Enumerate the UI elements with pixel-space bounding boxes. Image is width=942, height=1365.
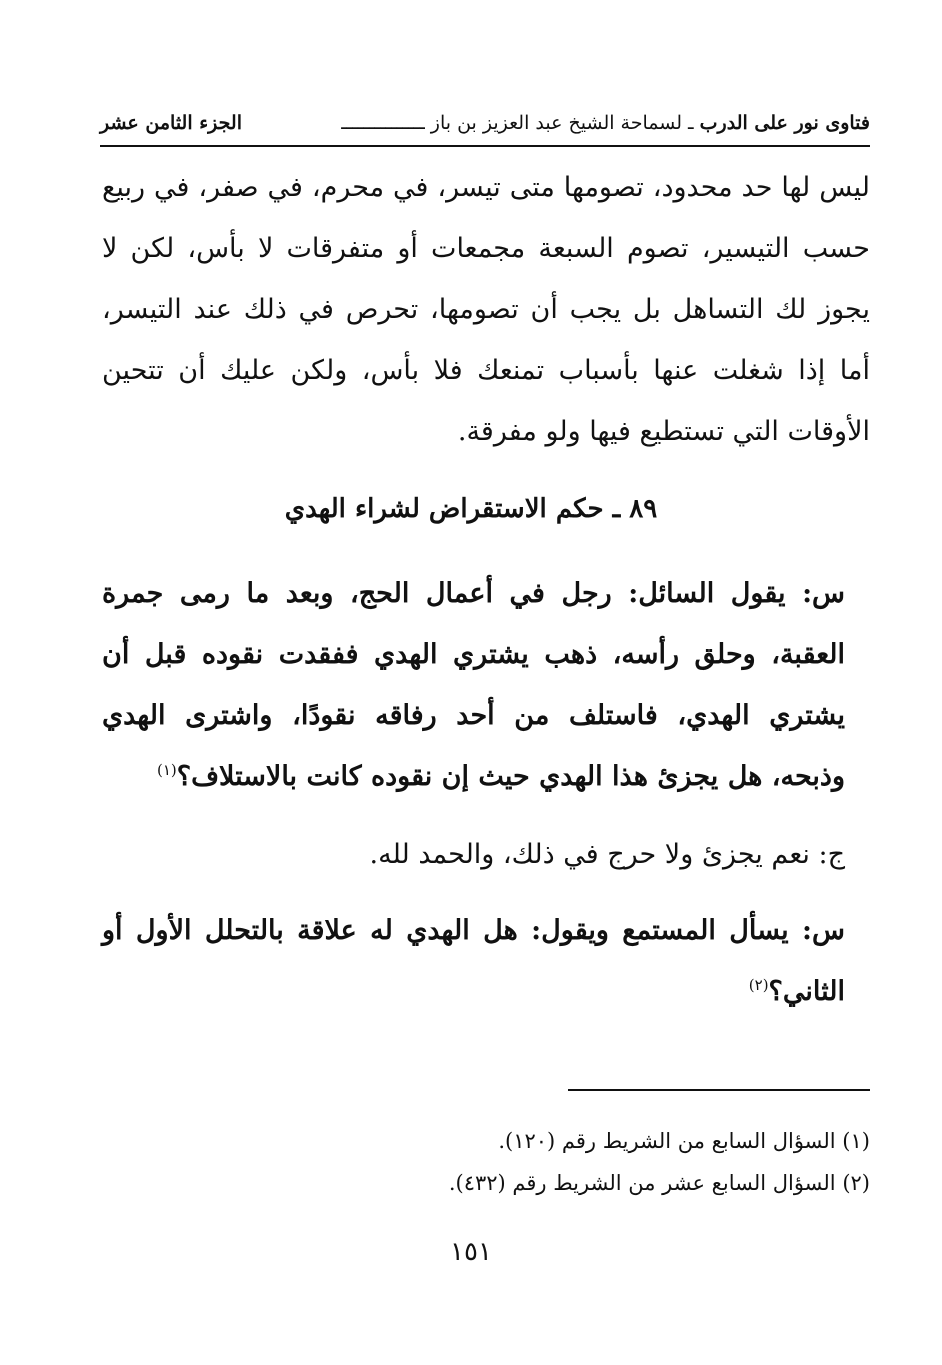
footnotes <box>300 1120 870 1204</box>
footnote-rule <box>568 1089 870 1091</box>
page-number: ١٥١ <box>450 1237 492 1267</box>
answer-1: ج: نعم يجزئ ولا حرج في ذلك، والحمد لله. <box>369 839 845 870</box>
volume-label: الجزء الثامن عشر <box>100 112 242 134</box>
question-1-text: س: يقول السائل: رجل في أعمال الحج، وبعد ما رمى جمرة العقبة، وحلق رأسه، ذهب يشتري الهدي ففقدت نقوده قبل أن يشتري الهدي، فاستلف من أحد رفاقه نقودًا، واشترى الهدي وذبحه، هل يجزئ هذا الهدي حيث إن نقوده كانت بالاستلاف؟ <box>102 578 845 792</box>
section-heading: ٨٩ ـ حكم الاستقراض لشراء الهدي <box>284 494 658 524</box>
footnote-ref-2: (٢) <box>748 976 769 994</box>
book-author: ـ لسماحة الشيخ عبد العزيز بن باز ـــــــــــــــ <box>341 112 694 134</box>
footnote-2: (٢) السؤال السابع عشر من الشريط رقم (٤٣٢). <box>448 1171 870 1195</box>
running-header <box>100 106 870 140</box>
question-1 <box>102 563 845 807</box>
body-paragraph: ليس لها حد محدود، تصومها متى تيسر، في محرم، في صفر، في ربيع حسب التيسير، تصوم السبعة مجمعات أو متفرقات لا بأس، لكن لا يجوز لك التساهل بل يجب أن تصومها، تحرص في ذلك عند التيسر، أما إذا شغلت عنها بأسباب تمنعك فلا بأس، ولكن عليك أن تتحين الأوقات التي تستطيع فيها ولو مفرقة. <box>102 172 870 447</box>
header-rule <box>100 145 870 147</box>
footnote-1: (١) السؤال السابع من الشريط رقم (١٢٠). <box>498 1129 870 1153</box>
question-2 <box>102 900 845 1022</box>
footnote-ref-1: (١) <box>156 761 177 779</box>
question-2-text: س: يسأل المستمع ويقول: هل الهدي له علاقة بالتحلل الأول أو الثاني؟ <box>102 915 845 1007</box>
book-title: فتاوى نور على الدرب <box>699 112 870 134</box>
